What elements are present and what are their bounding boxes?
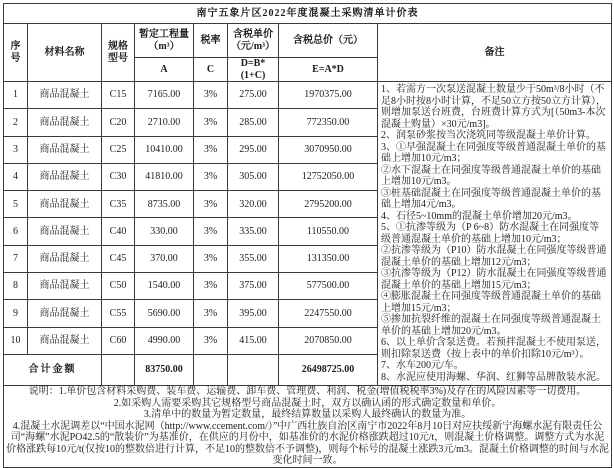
- cell-total-price: 2247550.00: [279, 300, 378, 327]
- cell-material: 商品混凝土: [28, 218, 102, 245]
- cell-material: 商品混凝土: [28, 163, 102, 190]
- remark-line: 4、石径5~10mm的混凝土单价增加20元/m3。: [381, 210, 578, 222]
- cell-unit-price: 375.00: [228, 273, 279, 300]
- cell-rate: 3%: [194, 218, 228, 245]
- cell-unit-price: 415.00: [228, 327, 279, 354]
- note-line: 4.混凝土水泥调差以“中国水泥网（http://www.ccement.com/）”中广西壮族自治区南宁市2022年8月10日对应扶绥新宁海螺水泥有限责任公司“海螺”水泥PO42.5的“散装价”为基准价，在供应的月份中，如基准价的水泥价格涨跌超过10元/t，则混凝土价格调整。调整方式为水泥价格涨跌每10元/t(仅按10的整数倍进行计算，不足10的整数倍不予调整)，则每个标号的混凝土涨跌3元/m3。混凝土价格调整的时间与水泥变化时间一致。: [6, 420, 609, 466]
- formula-rate: C: [194, 58, 228, 82]
- remark-line: 1、若需方一次泵送混凝土数量少于50m³/8小时（不足8小时按8小时计算，不足50立方按50立方计算），则增加泵送台班费，台班费计算方式为[（50m3-本次混凝土购量）×30元/m3]。: [381, 84, 606, 130]
- cell-material: 商品混凝土: [28, 136, 102, 163]
- cell-material: 商品混凝土: [28, 109, 102, 136]
- total-label: 合计金额: [4, 354, 102, 385]
- cell-qty: 4990.00: [135, 327, 194, 354]
- remark-line: 3、①早强混凝土在同强度等级普通混凝土单价的基础上增加10元/m3；: [381, 141, 606, 164]
- cell-seq: 2: [4, 109, 28, 136]
- cell-material: 商品混凝土: [28, 245, 102, 272]
- header-row: [4, 24, 612, 58]
- formula-qty: A: [135, 58, 194, 82]
- note-line: 3.清单中的数量为暂定数量，最终结算数量以采购人最终确认的数量为准。: [143, 409, 472, 420]
- cell-unit-price: 295.00: [228, 136, 279, 163]
- header-spec: 规格型号: [102, 24, 135, 82]
- cell-rate: 3%: [194, 191, 228, 218]
- cell-total-price: 131350.00: [279, 245, 378, 272]
- cell-spec: C50: [102, 273, 135, 300]
- remark-line: 2、润泵砂浆按当次浇筑同等级混凝土单价计算。: [381, 130, 596, 141]
- cell-seq: 5: [4, 191, 28, 218]
- cell-rate: 3%: [194, 163, 228, 190]
- pricing-table: [3, 3, 612, 468]
- cell-spec: C55: [102, 300, 135, 327]
- cell-qty: 10410.00: [135, 136, 194, 163]
- header-seq: 序号: [4, 24, 28, 82]
- cell-rate: 3%: [194, 82, 228, 109]
- table-row: [4, 82, 612, 109]
- total-unit-price-empty: [228, 354, 279, 385]
- remark-line: 6、以上单价含泵送费。若预拌混凝土不使用泵送，则扣除泵送费（按上表中的单价扣除10元/m³）。: [381, 337, 606, 360]
- cell-rate: 3%: [194, 273, 228, 300]
- cell-spec: C25: [102, 136, 135, 163]
- cell-seq: 3: [4, 136, 28, 163]
- cell-unit-price: 335.00: [228, 218, 279, 245]
- cell-qty: 1540.00: [135, 273, 194, 300]
- header-total-price: 含税总价（元）: [279, 24, 378, 58]
- formula-unit-price: D=B*(1+C): [228, 58, 279, 82]
- cell-seq: 8: [4, 273, 28, 300]
- cell-seq: 1: [4, 82, 28, 109]
- total-rate-empty: [194, 354, 228, 385]
- cell-qty: 41810.00: [135, 163, 194, 190]
- cell-seq: 10: [4, 327, 28, 354]
- header-rate: 税率: [194, 24, 228, 58]
- cell-qty: 8735.00: [135, 191, 194, 218]
- cell-total-price: 2795200.00: [279, 191, 378, 218]
- cell-spec: C35: [102, 191, 135, 218]
- cell-seq: 4: [4, 163, 28, 190]
- cell-rate: 3%: [194, 245, 228, 272]
- header-remark: 备注: [378, 24, 612, 82]
- total-price: 26498725.00: [279, 354, 378, 385]
- note-line: 说明：1.单价包含材料采购费、装车费、运输费、卸车费、管理费、利润、税金(增值税税率3%)及存在的风险因素等一切费用。: [28, 386, 587, 397]
- remark-line: ②抗渗等级为（P10）防水混凝土在同强度等级普通混凝土单价的基础上增加12元/m3；: [381, 245, 607, 268]
- cell-material: 商品混凝土: [28, 273, 102, 300]
- cell-total-price: 2070850.00: [279, 327, 378, 354]
- remark-line: 5、①抗渗等级为（P 6~8）防水混凝土在同强度等级普通混凝土单价的基础上增加10元/m3；: [381, 222, 600, 245]
- remark-line: ②水下混凝土在同强度等级普通混凝土单价的基础上增加10元/m3。: [381, 164, 601, 187]
- cell-spec: C45: [102, 245, 135, 272]
- cell-seq: 6: [4, 218, 28, 245]
- cell-total-price: 110550.00: [279, 218, 378, 245]
- page-title: 南宁五象片区2022年度混凝土采购清单计价表: [4, 4, 612, 24]
- cell-rate: 3%: [194, 109, 228, 136]
- note-line: 2.如采购人需要采购其它规格型号商品混凝土时，双方以确认函的形式确定数量和单价。: [113, 397, 502, 409]
- remarks-cell: [378, 82, 612, 386]
- notes-cell: [4, 386, 612, 468]
- cell-unit-price: 355.00: [228, 245, 279, 272]
- total-spec-empty: [102, 354, 135, 385]
- header-unit-price: 含税单价（元/m³）: [228, 24, 279, 58]
- cell-unit-price: 285.00: [228, 109, 279, 136]
- remark-line: 8、水泥应使用海螺、华润、红狮等品牌散装水泥。: [381, 371, 606, 383]
- cell-total-price: 772350.00: [279, 109, 378, 136]
- cell-spec: C20: [102, 109, 135, 136]
- cell-qty: 7165.00: [135, 82, 194, 109]
- cell-material: 商品混凝土: [28, 82, 102, 109]
- cell-total-price: 577500.00: [279, 273, 378, 300]
- remark-line: ⑤掺加抗裂纤维的混凝土在同强度等级普通混凝土单价的基础上增加20元/m3。: [381, 314, 601, 337]
- remark-line: 7、水车200元/车。: [381, 360, 464, 371]
- cell-seq: 9: [4, 300, 28, 327]
- cell-qty: 2710.00: [135, 109, 194, 136]
- notes-row: [4, 386, 612, 468]
- remark-line: ④膨胀混凝土在同强度等级普通混凝土单价的基础上增加15元/m3；: [381, 291, 601, 314]
- title-row: [4, 4, 612, 24]
- remark-line: ③抗渗等级为（P12）防水混凝土在同强度等级普通混凝土单价的基础上增加15元/m3；: [381, 268, 607, 291]
- cell-spec: C30: [102, 163, 135, 190]
- cell-spec: C40: [102, 218, 135, 245]
- cell-rate: 3%: [194, 136, 228, 163]
- cell-rate: 3%: [194, 327, 228, 354]
- cell-unit-price: 320.00: [228, 191, 279, 218]
- cell-unit-price: 395.00: [228, 300, 279, 327]
- formula-total-price: E=A*D: [279, 58, 378, 82]
- cell-material: 商品混凝土: [28, 191, 102, 218]
- remark-line: ③桩基础混凝土在同强度等级普通混凝土单价的基础上增加4元/m3。: [381, 187, 601, 210]
- cell-qty: 5690.00: [135, 300, 194, 327]
- total-qty: 83750.00: [135, 354, 194, 385]
- cell-spec: C15: [102, 82, 135, 109]
- cell-qty: 330.00: [135, 218, 194, 245]
- cell-unit-price: 275.00: [228, 82, 279, 109]
- cell-total-price: 3070950.00: [279, 136, 378, 163]
- header-material: 材料名称: [28, 24, 102, 82]
- cell-spec: C60: [102, 327, 135, 354]
- cell-qty: 370.00: [135, 245, 194, 272]
- cell-total-price: 1970375.00: [279, 82, 378, 109]
- cell-total-price: 12752050.00: [279, 163, 378, 190]
- cell-material: 商品混凝土: [28, 327, 102, 354]
- cell-unit-price: 305.00: [228, 163, 279, 190]
- cell-seq: 7: [4, 245, 28, 272]
- header-qty: 暂定工程量（m³）: [135, 24, 194, 58]
- cell-rate: 3%: [194, 300, 228, 327]
- cell-material: 商品混凝土: [28, 300, 102, 327]
